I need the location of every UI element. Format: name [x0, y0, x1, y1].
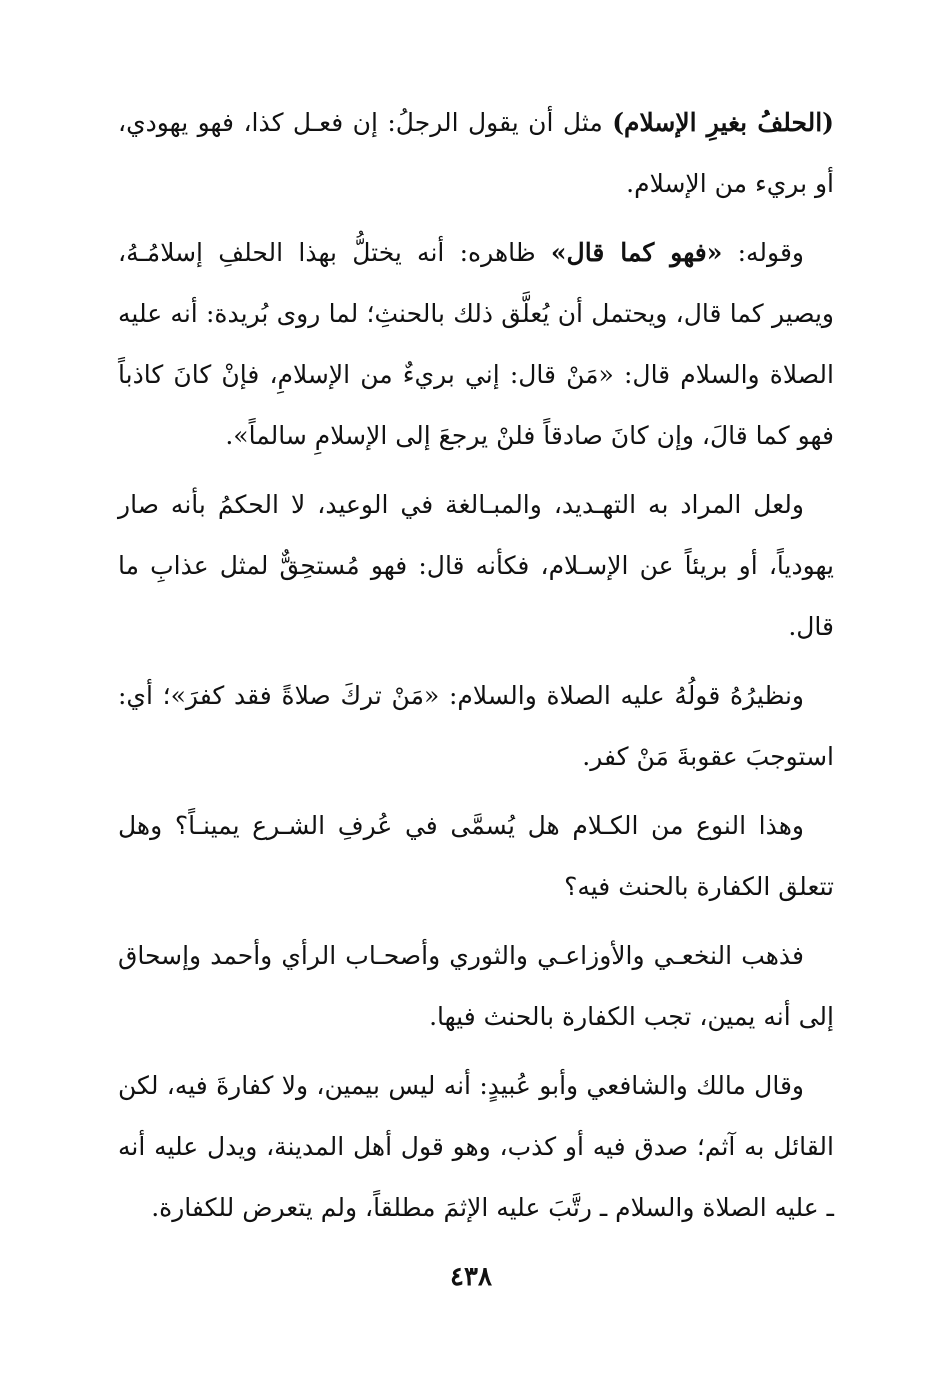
paragraph-3: ولعل المراد به التهـديد، والمبـالغة في الوعيد، لا الحكمُ بأنه صار يهودياً، أو بريئاً عن الإسـلام، فكأنه قال: فهو مُستحِقٌّ لمثل عذابِ ما قال.: [118, 490, 834, 641]
paragraph-text: ظاهره: أنه يختلُّ بهذا الحلفِ إسلامُـهُ، ويصير كما قال، ويحتمل أن يُعلَّق ذلك بالحنثِ؛ لما روى بُريدة: أنه عليه الصلاة والسلام قال: «مَنْ قال: إني بريءٌ من الإسلامِ، فإنْ كانَ كاذباً فهو كما قالَ، وإن كانَ صادقاً فلنْ يرجعَ إلى الإسلامِ سالماً».: [118, 238, 834, 450]
main-text: [118, 92, 834, 1246]
paragraph-5: وهذا النوع من الكـلام هل يُسمَّى في عُرفِ الشـرع يمينـاً؟ وهل تتعلق الكفارة بالحنث فيه؟: [118, 811, 834, 901]
paragraph-1: [118, 92, 834, 214]
paragraph-prefix: وقوله:: [722, 238, 804, 267]
paragraph-4: ونظيرُهُ قولُهُ عليه الصلاة والسلام: «مَنْ تركَ صلاةً فقد كفرَ»؛ أي: استوجبَ عقوبةَ مَنْ كفر.: [118, 681, 834, 771]
paragraph-2: [118, 222, 834, 466]
paragraph-7: وقال مالك والشافعي وأبو عُبيدٍ: أنه ليس بيمين، ولا كفارةَ فيه، لكن القائل به آثم؛ صدق فيه أو كذب، وهو قول أهل المدينة، ويدل عليه أنه ـ عليه الصلاة والسلام ـ رتَّبَ عليه الإثمَ مطلقاً، ولم يتعرض للكفارة.: [118, 1071, 834, 1222]
paragraph-text: مثل أن يقول الرجلُ: إن فعـل كذا، فهو يهودي، أو بريء من الإسلام.: [118, 108, 834, 198]
paragraph-6: فذهب النخعـي والأوزاعـي والثوري وأصحـاب الرأي وأحمد وإسحاق إلى أنه يمين، تجب الكفارة بالحنث فيها.: [118, 941, 834, 1031]
bold-quote: «فهو كما قال»: [550, 238, 723, 267]
bold-heading: (الحلفُ بغيرِ الإسلام): [612, 108, 835, 137]
page-number: ٤٣٨: [450, 1262, 492, 1292]
